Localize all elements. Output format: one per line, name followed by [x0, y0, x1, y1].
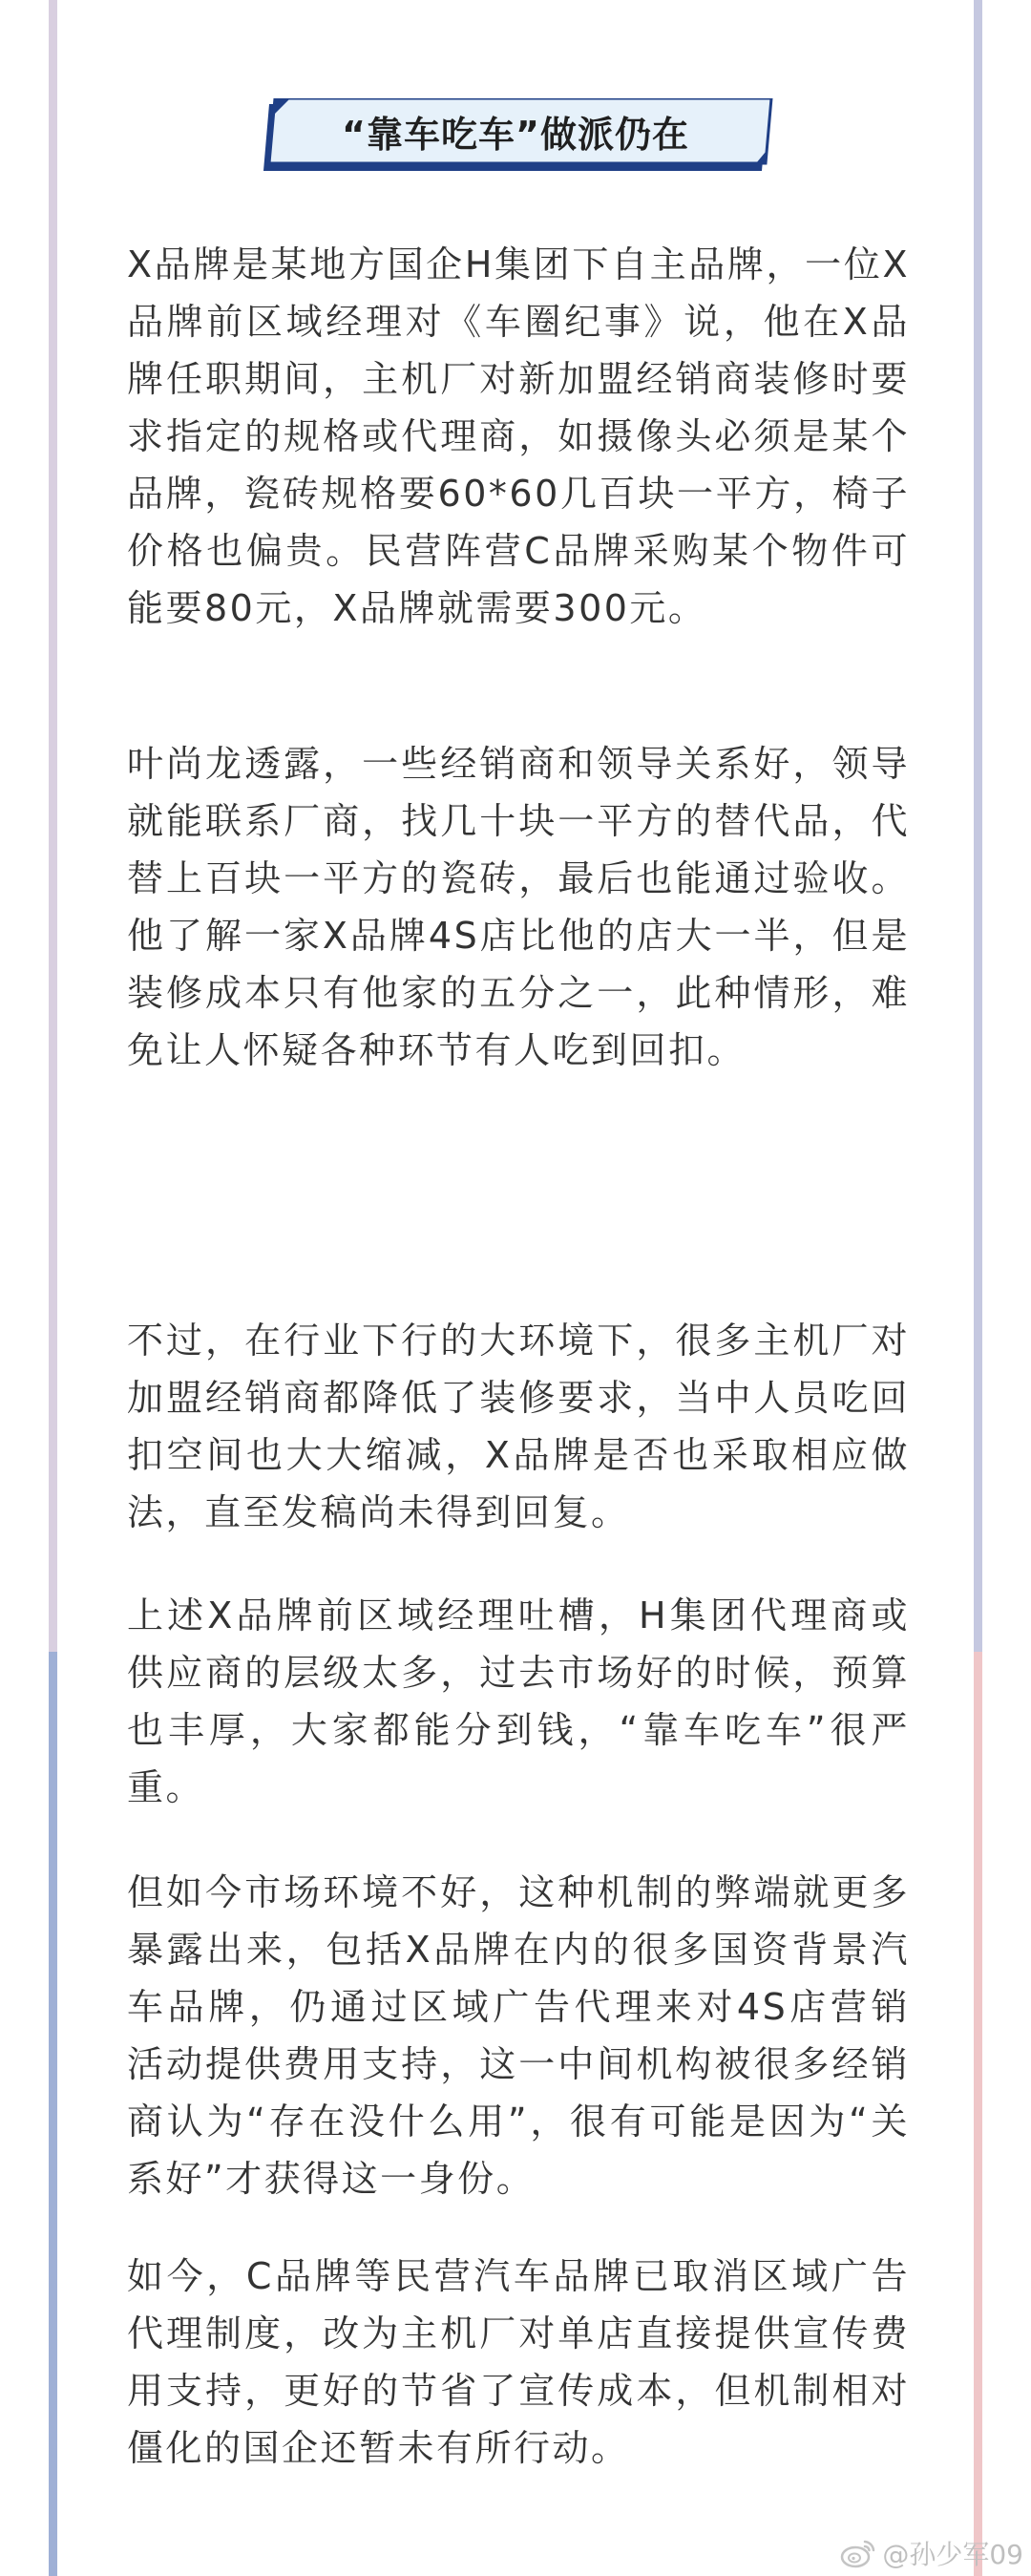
left-border-bottom [49, 1652, 57, 2576]
article-paragraph: 但如今市场环境不好，这种机制的弊端就更多暴露出来，包括X品牌在内的很多国资背景汽车品牌，仍通过区域广告代理来对4S店营销活动提供费用支持，这一中间机构被很多经销商认为“存在没什么用”，很有可能是因为“关系好”才获得这一身份。 [127, 1871, 910, 2200]
weibo-icon [840, 2538, 876, 2568]
right-border-top [974, 0, 982, 1652]
section-title-banner [256, 98, 775, 171]
watermark-text: @孙少军09 [882, 2539, 1023, 2570]
article-paragraph: 如今，C品牌等民营汽车品牌已取消区域广告代理制度，改为主机厂对单店直接提供宣传费用支持，更好的节省了宣传成本，但机制相对僵化的国企还暂未有所行动。 [127, 2255, 910, 2469]
author-watermark [840, 2534, 1023, 2572]
article-paragraph: 不过，在行业下行的大环境下，很多主机厂对加盟经销商都降低了装修要求，当中人员吃回扣空间也大大缩减，X品牌是否也采取相应做法，直至发稿尚未得到回复。 [127, 1320, 910, 1533]
section-title: “靠车吃车”做派仍在 [342, 114, 689, 156]
left-border-top [49, 0, 57, 1652]
right-border-bottom [974, 1652, 982, 2576]
article-paragraph: 叶尚龙透露，一些经销商和领导关系好，领导就能联系厂商，找几十块一平方的替代品，代替上百块一平方的瓷砖，最后也能通过验收。他了解一家X品牌4S店比他的店大一半，但是装修成本只有他家的五分之一，此种情形，难免让人怀疑各种环节有人吃到回扣。 [127, 743, 910, 1071]
article-paragraph: 上述X品牌前区域经理吐槽，H集团代理商或供应商的层级太多，过去市场好的时候，预算也丰厚，大家都能分到钱，“靠车吃车”很严重。 [127, 1594, 910, 1808]
article-paragraph: X品牌是某地方国企H集团下自主品牌，一位X品牌前区域经理对《车圈纪事》说，他在X品牌任职期间，主机厂对新加盟经销商装修时要求指定的规格或代理商，如摄像头必须是某个品牌，瓷砖规格要60*60几百块一平方，椅子价格也偏贵。民营阵营C品牌采购某个物件可能要80元，X品牌就需要300元。 [127, 243, 910, 629]
